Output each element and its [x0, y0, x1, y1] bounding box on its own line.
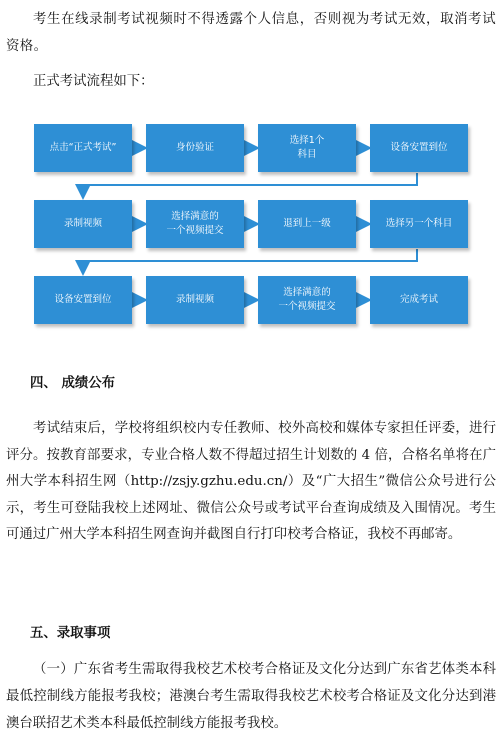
- flow-step-4: 设备安置到位: [370, 124, 468, 172]
- arrow: [83, 173, 417, 196]
- flow-step-7: 退到上一级: [258, 200, 356, 248]
- flow-step-12: 完成考试: [370, 276, 468, 324]
- section-4-body: 考试结束后，学校将组织校内专任教师、校外高校和媒体专家担任评委，进行评分。按教育部要求，专业合格人数不得超过招生计划数的 4 倍，合格名单将在广州大学本科招生网（http://zsjy.gzhu.edu.cn/）及“广大招生”微信公众号进行公示，考生可登陆我校上述网址、微信公众号或考试平台查询成绩及入围情况。考生可通过广州大学本科招生网查询并截图自行打印校考合格证，我校不再邮寄。: [6, 421, 496, 542]
- flow-step-6: 选择满意的 一个视频提交: [146, 200, 244, 248]
- flow-step-9: 设备安置到位: [34, 276, 132, 324]
- section-5-heading: 五、录取事项: [30, 626, 111, 641]
- flow-title: 正式考试流程如下：: [33, 74, 154, 89]
- flow-step-5: 录制视频: [34, 200, 132, 248]
- flow-step-10: 录制视频: [146, 276, 244, 324]
- flow-step-2: 身份验证: [146, 124, 244, 172]
- flow-step-8: 选择另一个科目: [370, 200, 468, 248]
- section-5-body: （一）广东省考生需取得我校艺术校考合格证及文化分达到广东省艺体类本科最低控制线方能报考我校；港澳台考生需取得我校艺术校考合格证及文化分达到港澳台联招艺术类本科最低控制线方能报考我校。: [6, 662, 496, 731]
- intro-paragraph: 考生在线录制考试视频时不得透露个人信息，否则视为考试无效，取消考试资格。: [6, 12, 496, 54]
- flow-step-1: 点击“正式考试”: [34, 124, 132, 172]
- arrow: [83, 249, 417, 272]
- flow-step-11: 选择满意的 一个视频提交: [258, 276, 356, 324]
- section-4-heading: 四、 成绩公布: [30, 376, 116, 391]
- flow-step-3: 选择1个 科目: [258, 124, 356, 172]
